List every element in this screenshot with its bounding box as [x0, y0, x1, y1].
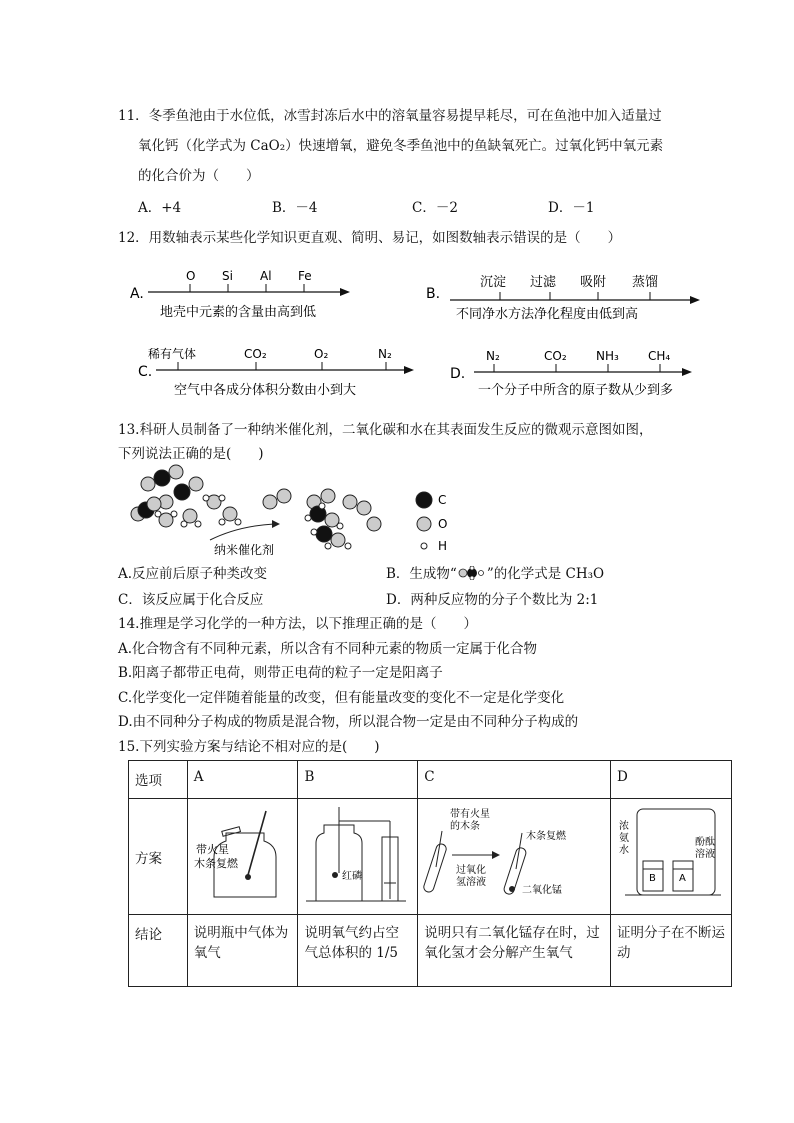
- tick-b-1: 过滤: [530, 275, 557, 290]
- fig-a-text-2: 木条复燃: [193, 857, 238, 870]
- header-b: B: [298, 761, 418, 799]
- fig-d-text-4: 酚酞: [695, 837, 715, 848]
- q14-option-a: A.化合物含有不同种元素，所以含有不同种元素的物质一定属于化合物: [118, 641, 538, 657]
- fig-d-text-3: 水: [619, 845, 629, 856]
- q12-stem: 12．用数轴表示某些化学知识更直观、简明、易记，如图数轴表示错误的是（ ）: [118, 230, 622, 246]
- line-c-letter: C.: [138, 364, 153, 380]
- legend-h: H: [438, 539, 448, 553]
- molecule-icon: [457, 566, 487, 580]
- line-d-letter: D.: [450, 366, 466, 382]
- q11-option-d: D．－1: [548, 200, 595, 216]
- number-line-b: [426, 274, 700, 322]
- header-c: C: [418, 761, 611, 799]
- plan-d-figure: [611, 799, 732, 915]
- fig-b-text: 红磷: [342, 871, 363, 882]
- fig-c-text-6: 二氧化锰: [522, 885, 563, 896]
- row-plan-label: 方案: [129, 799, 188, 915]
- tick-b-0: 沉淀: [480, 275, 507, 290]
- tick-c-2: O₂: [314, 347, 329, 361]
- fig-d-text-7: A: [679, 873, 686, 884]
- conclusion-c: 说明只有二氧化锰存在时，过氧化氢才会分解产生氧气: [418, 915, 611, 987]
- q13-line1: 13.科研人员制备了一种纳米催化剂，二氧化碳和水在其表面发生反应的微观示意图如图，: [118, 422, 653, 438]
- q11-line3: 的化合价为（ ）: [138, 168, 260, 184]
- conclusion-b: 说明氧气约占空气总体积的 1/5: [298, 915, 418, 987]
- caption-c: 空气中各成分体积分数由小到大: [174, 383, 357, 398]
- fig-c-text-5: 氢溶液: [456, 877, 487, 888]
- line-a-letter: A.: [130, 286, 144, 302]
- q14-stem: 14.推理是学习化学的一种方法，以下推理正确的是（ ）: [118, 616, 477, 632]
- phosphorus-figure: [302, 803, 408, 903]
- fig-c-text-3: 木条复燃: [526, 831, 567, 842]
- tick-b-2: 吸附: [580, 275, 607, 290]
- q11-option-c: C．－2: [412, 200, 458, 216]
- number-line-d: [450, 349, 692, 398]
- table-row: [129, 915, 732, 987]
- q13-option-d: D．两种反应物的分子个数比为 2:1: [386, 592, 599, 608]
- q13-reaction-diagram: [118, 462, 478, 558]
- header-a: A: [187, 761, 298, 799]
- tick-b-3: 蒸馏: [632, 275, 659, 290]
- q11-option-a: A．+4: [138, 200, 182, 216]
- number-line-c: [138, 346, 414, 398]
- tick-d-0: N₂: [486, 349, 500, 363]
- plan-c-figure: [418, 799, 611, 915]
- table-row: [129, 761, 732, 799]
- bottle-splint-figure: [192, 803, 288, 903]
- legend-c: C: [438, 493, 447, 507]
- fig-c-text-1: 带有火星: [450, 809, 491, 820]
- tick-a-2: Al: [260, 269, 272, 283]
- catalyst-tubes-figure: [422, 803, 598, 903]
- q13-line2: 下列说法正确的是( ): [118, 446, 264, 462]
- fig-d-text-2: 氨: [619, 833, 629, 844]
- ammonia-beakers-figure: [615, 803, 727, 903]
- fig-d-text-5: 溶液: [695, 849, 715, 860]
- header-option: 选项: [129, 761, 188, 799]
- tick-d-1: CO₂: [544, 349, 567, 363]
- fig-d-text-6: B: [649, 873, 656, 884]
- tick-a-3: Fe: [298, 269, 312, 283]
- q15-stem: 15.下列实验方案与结论不相对应的是( ): [118, 739, 380, 755]
- q14-option-d: D.由不同种分子构成的物质是混合物，所以混合物一定是由不同种分子构成的: [118, 714, 579, 730]
- caption-d: 一个分子中所含的原子数从少到多: [478, 383, 674, 398]
- plan-a-figure: [187, 799, 298, 915]
- row-conclusion-label: 结论: [129, 915, 188, 987]
- conclusion-a: 说明瓶中气体为氧气: [187, 915, 298, 987]
- tick-c-3: N₂: [378, 347, 392, 361]
- tick-d-3: CH₄: [648, 349, 671, 363]
- q11-option-b: B．－4: [272, 200, 318, 216]
- tick-a-0: O: [186, 269, 196, 283]
- tick-c-0: 稀有气体: [148, 347, 197, 361]
- fig-c-text-4: 过氧化: [456, 865, 487, 876]
- legend-o: O: [438, 517, 448, 531]
- q14-option-b: B.阳离子都带正电荷，则带正电荷的粒子一定是阳离子: [118, 665, 443, 681]
- plan-b-figure: [298, 799, 418, 915]
- fig-d-text-1: 浓: [619, 821, 629, 832]
- line-b-letter: B.: [426, 286, 441, 302]
- fig-c-text-2: 的木条: [450, 821, 481, 832]
- q11-line2: 氧化钙（化学式为 CaO₂）快速增氧，避免冬季鱼池中的鱼缺氧死亡。过氧化钙中氧元素: [138, 138, 664, 154]
- fig-a-text-1: 带火星: [195, 843, 229, 856]
- q14-option-c: C.化学变化一定伴随着能量的改变，但有能量改变的变化不一定是化学变化: [118, 690, 565, 706]
- q13-option-a: A.反应前后原子种类改变: [118, 566, 268, 582]
- tick-a-1: Si: [222, 269, 233, 283]
- header-d: D: [611, 761, 732, 799]
- number-line-a: [130, 269, 350, 320]
- q11-line1: 11．冬季鱼池由于水位低，冰雪封冻后水中的溶氧量容易提早耗尽，可在鱼池中加入适量过: [118, 108, 662, 124]
- caption-b: 不同净水方法净化程度由低到高: [456, 307, 639, 322]
- table-row: [129, 799, 732, 915]
- q15-table: [128, 760, 732, 987]
- conclusion-d: 证明分子在不断运动: [611, 915, 732, 987]
- catalyst-label: 纳米催化剂: [214, 543, 275, 557]
- caption-a: 地壳中元素的含量由高到低: [160, 305, 317, 320]
- q13-option-b-pre: B．生成物“: [386, 566, 457, 582]
- q13-option-b-post: ”的化学式是 CH₃O: [486, 566, 605, 582]
- tick-c-1: CO₂: [244, 347, 267, 361]
- q13-option-c: C．该反应属于化合反应: [118, 592, 264, 608]
- q13-option-b: [386, 562, 604, 582]
- tick-d-2: NH₃: [596, 349, 619, 363]
- q12-number-lines: [120, 262, 740, 410]
